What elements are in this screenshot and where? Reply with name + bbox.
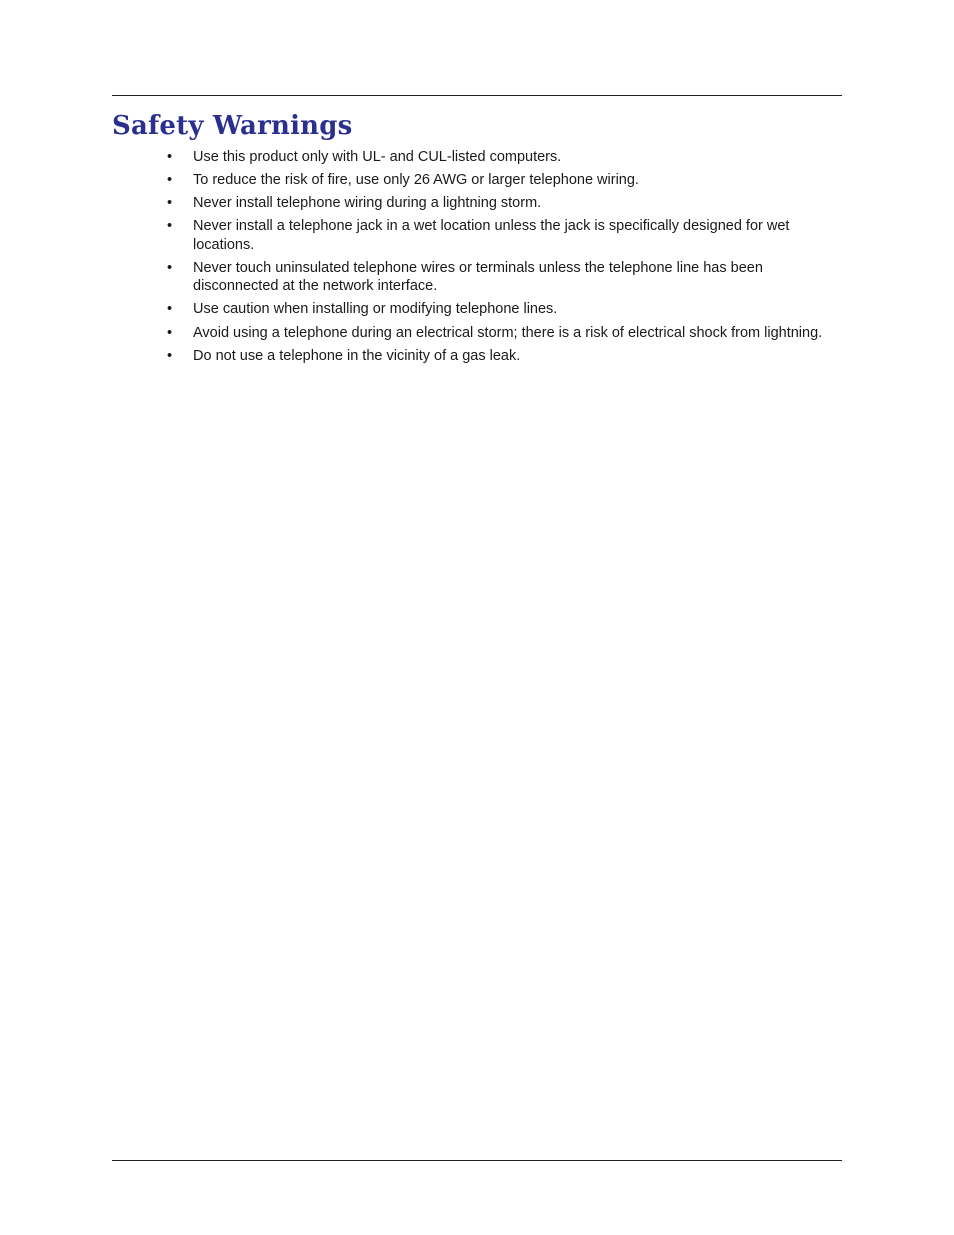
bullet-icon: •: [167, 301, 173, 318]
bullet-icon: •: [167, 172, 173, 189]
list-item: [163, 300, 843, 319]
warning-text: Never install telephone wiring during a lightning storm.: [193, 195, 542, 212]
warning-text: Use caution when installing or modifying telephone lines.: [193, 301, 558, 318]
footer-rule: [112, 1160, 842, 1161]
bullet-icon: •: [167, 218, 173, 235]
bullet-icon: •: [167, 259, 173, 276]
bullet-icon: •: [167, 149, 173, 165]
bullet-icon: •: [167, 347, 173, 364]
list-item: [163, 171, 843, 190]
warning-text: Never touch uninsulated telephone wires or terminals unless the telephone line has been disconnected at the network interface.: [193, 259, 763, 295]
warning-text: Use this product only with UL- and CUL-listed computers.: [193, 149, 562, 165]
page-title: Safety Warnings: [112, 111, 353, 141]
warning-text: Avoid using a telephone during an electrical storm; there is a risk of electrical shock from lightning.: [193, 324, 823, 341]
warning-text: To reduce the risk of fire, use only 26 AWG or larger telephone wiring.: [193, 172, 639, 189]
safety-warnings-list: [163, 148, 843, 370]
list-item: [163, 259, 843, 296]
list-item: [163, 324, 843, 343]
header-rule: [112, 95, 842, 96]
list-item: [163, 347, 843, 366]
warning-text: Never install a telephone jack in a wet location unless the jack is specifically designed for wet locations.: [193, 218, 790, 253]
bullet-icon: •: [167, 195, 173, 212]
warning-text: Do not use a telephone in the vicinity of a gas leak.: [193, 347, 521, 364]
list-item: [163, 217, 843, 254]
bullet-icon: •: [167, 324, 173, 341]
list-item: [163, 148, 843, 167]
list-item: [163, 194, 843, 213]
